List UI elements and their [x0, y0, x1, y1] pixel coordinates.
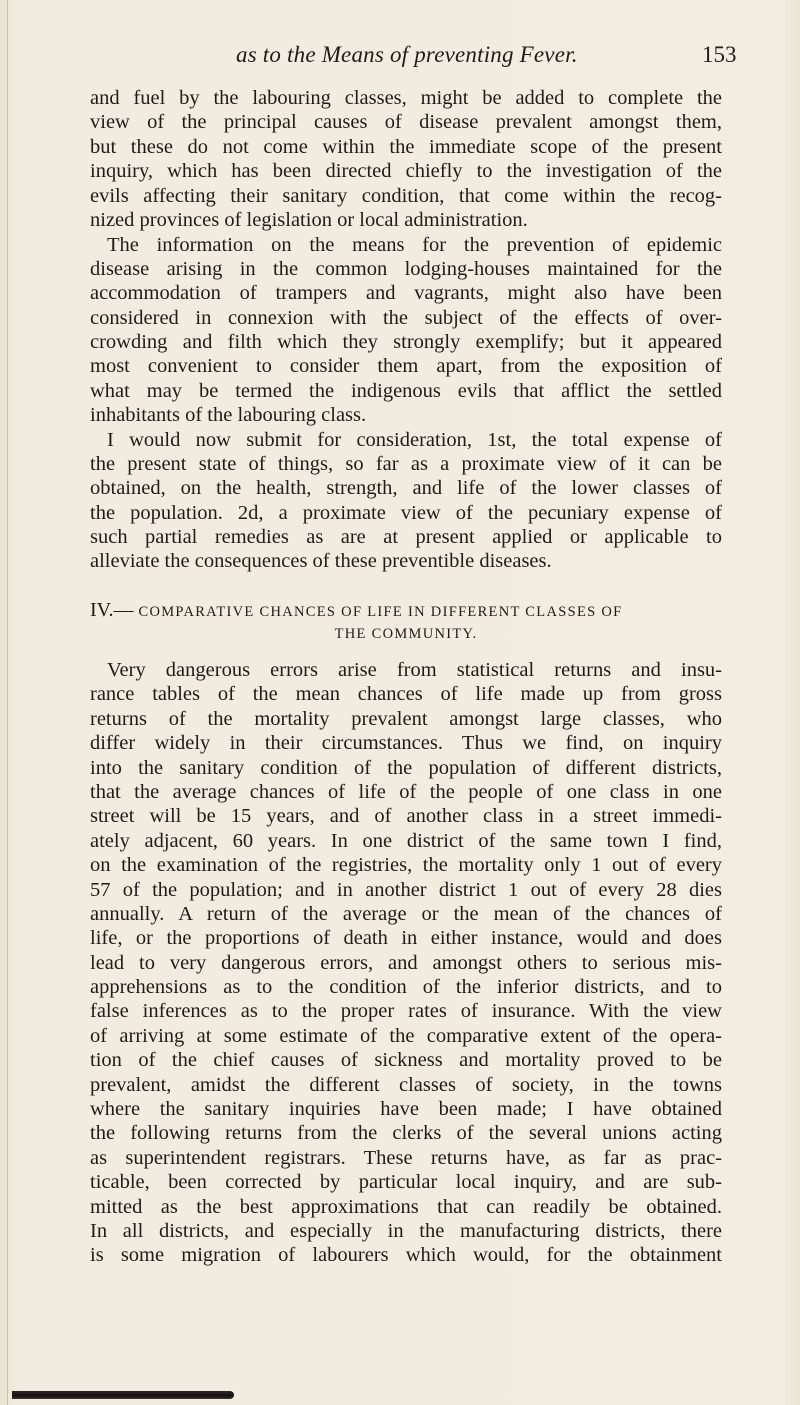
page-number: 153 — [702, 42, 737, 67]
text-line: of arriving at some estimate of the comparative extent of the opera- — [90, 1024, 722, 1047]
text-line: 57 of the population; and in another district 1 out of every 28 dies — [90, 878, 722, 901]
text-line: lead to very dangerous errors, and amongst others to serious mis- — [90, 951, 722, 974]
text-line: crowding and filth which they strongly exemplify; but it appeared — [90, 331, 722, 354]
text-line: accommodation of trampers and vagrants, might also have been — [90, 282, 722, 305]
text-line: considered in connexion with the subject of the effects of over- — [90, 306, 722, 329]
text-line: ticable, been corrected by particular local inquiry, and are sub- — [90, 1171, 722, 1194]
text-line: is some migration of labourers which would, for the obtainment — [90, 1244, 722, 1267]
section-title-line2: THE COMMUNITY. — [334, 626, 478, 642]
text-line: inquiry, which has been directed chiefly to the investigation of the — [90, 160, 722, 183]
text-line: most convenient to consider them apart, from the exposition of — [90, 355, 722, 378]
text-line: but these do not come within the immediate scope of the present — [90, 135, 722, 158]
section-title-line1: COMPARATIVE CHANCES OF LIFE IN DIFFERENT CLASSES OF — [138, 604, 623, 620]
text-line: life, or the proportions of death in either instance, would and does — [90, 927, 722, 950]
text-line: obtained, on the health, strength, and life of the lower classes of — [90, 477, 722, 500]
text-line: nized provinces of legislation or local administration. — [90, 208, 528, 231]
text-line: what may be termed the indigenous evils that afflict the settled — [90, 379, 722, 402]
text-line: the present state of things, so far as a proximate view of it can be — [90, 452, 722, 475]
paragraph-dangerous-errors — [90, 658, 722, 1268]
paragraph-fuel-causes — [90, 86, 722, 232]
text-line: the following returns from the clerks of the several unions acting — [90, 1122, 722, 1145]
text-line: disease arising in the common lodging-houses maintained for the — [90, 257, 722, 280]
text-line: on the examination of the registries, the mortality only 1 out of every — [90, 854, 722, 877]
text-line: inhabitants of the labouring class. — [90, 404, 367, 427]
text-line: evils affecting their sanitary condition, that come within the recog- — [90, 184, 722, 207]
text-line: differ widely in their circumstances. Thus we find, on inquiry — [90, 732, 722, 755]
paragraph-submit-consideration — [90, 428, 722, 574]
text-line: that the average chances of life of the people of one class in one — [90, 780, 722, 803]
text-line: tion of the chief causes of sickness and mortality proved to be — [90, 1049, 722, 1072]
text-line: The information on the means for the prevention of epidemic — [107, 233, 722, 256]
binding-shadow-rule — [12, 1391, 234, 1399]
section-heading-iv — [90, 598, 722, 644]
text-line: view of the principal causes of disease prevalent amongst them, — [90, 111, 722, 134]
text-line: as superintendent registrars. These returns have, as far as prac- — [90, 1146, 722, 1169]
text-line: Very dangerous errors arise from statistical returns and insu- — [107, 659, 722, 681]
text-line: where the sanitary inquiries have been made; I have obtained — [90, 1098, 722, 1121]
text-line: street will be 15 years, and of another class in a street immedi- — [90, 805, 722, 828]
text-line: such partial remedies as are at present applied or applicable to — [90, 526, 722, 549]
page-gutter-line — [7, 0, 8, 1405]
text-line: mitted as the best approximations that can readily be obtained. — [90, 1195, 722, 1218]
text-line: returns of the mortality prevalent amongst large classes, who — [90, 707, 722, 730]
text-line: In all districts, and especially in the manufacturing districts, there — [90, 1219, 722, 1242]
text-line: ately adjacent, 60 years. In one district of the same town I find, — [90, 829, 722, 852]
text-line: annually. A return of the average or the mean of the chances of — [90, 902, 722, 925]
section-heading-line — [90, 598, 722, 622]
text-line: false inferences as to the proper rates of insurance. With the view — [90, 1000, 722, 1023]
text-line: and fuel by the labouring classes, might be added to complete the — [90, 87, 722, 109]
text-line: I would now submit for consideration, 1st, the total expense of — [107, 428, 722, 451]
text-line: the population. 2d, a proximate view of the pecuniary expense of — [90, 501, 722, 524]
page-header — [0, 42, 800, 78]
text-line: into the sanitary condition of the population of different districts, — [90, 756, 722, 779]
section-number: IV.— — [90, 599, 134, 621]
text-line: prevalent, amidst the different classes of society, in the towns — [90, 1073, 722, 1096]
text-line: alleviate the consequences of these preventible diseases. — [90, 550, 552, 573]
text-line: apprehensions as to the condition of the inferior districts, and to — [90, 976, 722, 999]
running-title: as to the Means of preventing Fever. — [236, 42, 578, 67]
paragraph-lodging-houses — [90, 233, 722, 428]
text-line: rance tables of the mean chances of life made up from gross — [90, 683, 722, 706]
